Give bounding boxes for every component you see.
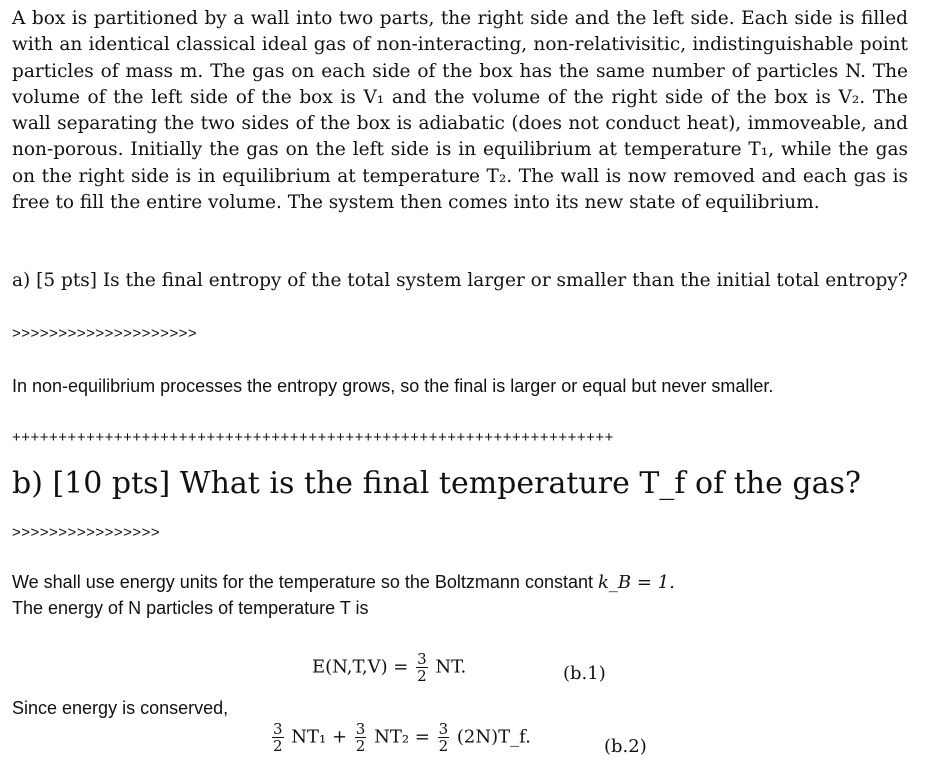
equation-b1-label: (b.1) <box>563 663 606 684</box>
problem-intro: A box is partitioned by a wall into two parts, the right side and the left side. Each side is filled with an identical classical ideal gas of non-interacting, non-relativisitic, indistinguishable point particles of mass m. The gas on each side of the box has the same number of particles N. The volume of the left side of the box is V₁ and the volume of the right side of the box is V₂. The wall separating the two sides of the box is adiabatic (does not conduct heat), immoveable, and non-porous. Initially the gas on the left side is in equilibrium at temperature T₁, while the gas on the right side is in equilibrium at temperature T₂. The wall is now removed and each gas is free to fill the entire volume. The system then comes into its new state of equilibrium. <box>12 8 908 214</box>
eq1-fraction <box>416 651 428 684</box>
answer-a: In non-equilibrium processes the entropy grows, so the final is larger or equal but never smaller. <box>12 376 774 396</box>
eq2-fraction-1 <box>272 721 284 754</box>
eq1-lhs: E(N,T,V) = <box>312 656 409 678</box>
eq1-rhs: NT. <box>435 656 467 678</box>
answer-b-line1 <box>12 572 675 593</box>
eq2-frac3-num: 3 <box>438 720 449 738</box>
eq2-term1: NT₁ + <box>291 726 348 748</box>
answer-b-line1-text: We shall use energy units for the temperature so the Boltzmann constant <box>12 572 593 592</box>
answer-b-line3: Since energy is conserved, <box>12 698 229 718</box>
eq2-frac1-den: 2 <box>273 737 283 755</box>
marker-a: >>>>>>>>>>>>>>>>>>>> <box>12 325 198 342</box>
eq2-frac1-num: 3 <box>273 720 283 738</box>
eq1-frac-num: 3 <box>417 650 427 668</box>
equation-b1 <box>312 651 466 684</box>
eq2-fraction-2 <box>355 721 367 754</box>
eq2-term3: (2N)T_f. <box>456 726 531 748</box>
boltzmann-constant: k_B = 1. <box>598 572 675 593</box>
equation-b2 <box>270 721 531 754</box>
part-b-question: b) [10 pts] What is the final temperature T_f of the gas? <box>12 466 861 501</box>
eq2-frac3-den: 2 <box>438 737 449 755</box>
eq2-term2: NT₂ = <box>374 726 430 748</box>
eq1-frac-den: 2 <box>417 667 427 685</box>
eq2-frac2-den: 2 <box>355 737 366 755</box>
eq2-frac2-num: 3 <box>355 720 366 738</box>
plus-divider: +++++++++++++++++++++++++++++++++++++++++++++++++++++++++++++++++ <box>12 429 614 446</box>
equation-b2-label: (b.2) <box>604 736 647 757</box>
eq2-fraction-3 <box>438 721 450 754</box>
part-a-question: a) [5 pts] Is the final entropy of the total system larger or smaller than the initial total entropy? <box>12 270 908 291</box>
marker-b: >>>>>>>>>>>>>>>> <box>12 524 161 541</box>
answer-b-line2: The energy of N particles of temperature T is <box>12 598 369 618</box>
